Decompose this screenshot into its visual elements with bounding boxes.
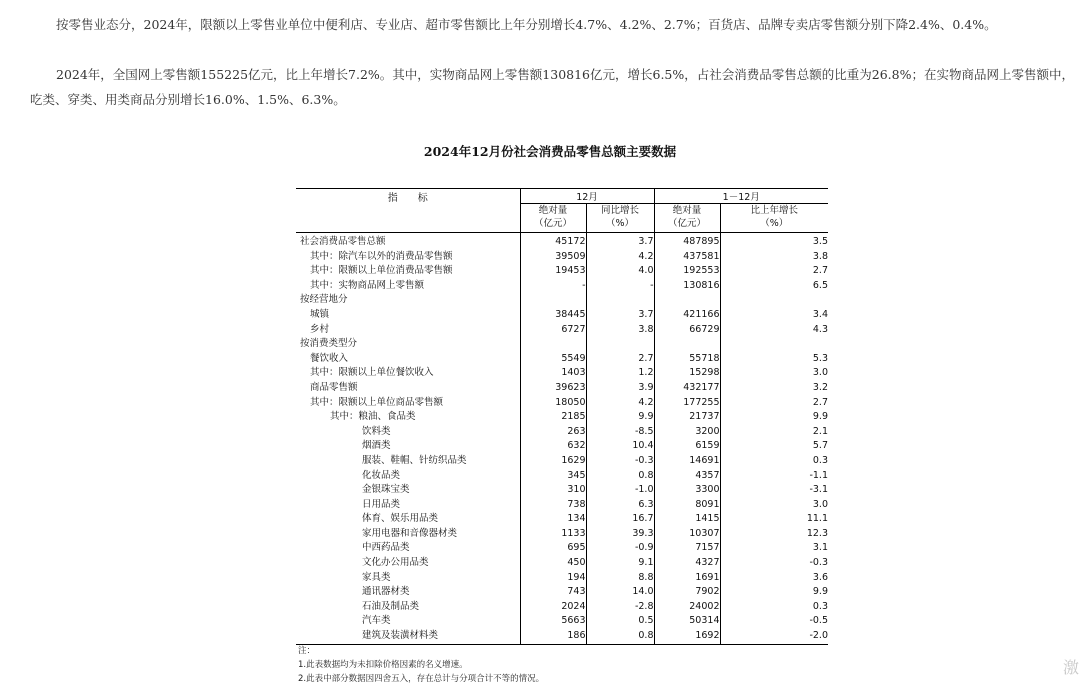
note-1: 1.此表数据均为未扣除价格因素的名义增速。 [298, 660, 468, 670]
row-growth: 3.1 [720, 541, 828, 556]
row-abs-dec: 194 [520, 571, 586, 586]
row-abs-year: 421166 [654, 308, 720, 323]
table-row [296, 264, 828, 279]
row-indicator: 中西药品类 [362, 542, 410, 554]
header-abs-year [654, 204, 720, 233]
table-row [296, 323, 828, 338]
header-growth-label: 比上年增长 [750, 205, 798, 216]
row-abs-year: 55718 [654, 352, 720, 367]
row-growth: 2.7 [720, 396, 828, 411]
row-growth: 0.3 [720, 454, 828, 469]
row-abs-year: 66729 [654, 323, 720, 338]
row-abs-dec: 632 [520, 439, 586, 454]
row-yoy: 6.3 [586, 498, 654, 513]
table-row [296, 571, 828, 586]
row-yoy: 9.1 [586, 556, 654, 571]
table-row [296, 629, 828, 644]
row-abs-year: 8091 [654, 498, 720, 513]
header-abs-year-unit: （亿元） [667, 218, 706, 229]
row-growth: 2.7 [720, 264, 828, 279]
row-abs-year: 4357 [654, 469, 720, 484]
row-yoy: 4.2 [586, 396, 654, 411]
row-abs-year: 50314 [654, 614, 720, 629]
row-abs-year: 1691 [654, 571, 720, 586]
row-abs-year: 3200 [654, 425, 720, 440]
row-growth: 3.0 [720, 366, 828, 381]
row-yoy: 3.7 [586, 308, 654, 323]
row-abs-dec: - [520, 279, 586, 294]
row-yoy: 3.8 [586, 323, 654, 338]
header-growth [720, 204, 828, 233]
row-indicator: 石油及制品类 [362, 600, 420, 612]
row-abs-dec: 743 [520, 585, 586, 600]
row-yoy: 10.4 [586, 439, 654, 454]
row-indicator: 汽车类 [362, 615, 391, 627]
row-indicator: 餐饮收入 [310, 352, 349, 364]
row-abs-year: 24002 [654, 600, 720, 615]
header-yoy [586, 204, 654, 233]
row-growth [720, 337, 828, 352]
table-row [296, 366, 828, 381]
row-indicator: 化妆品类 [362, 469, 401, 481]
row-growth: 3.8 [720, 250, 828, 265]
row-indicator: 其中：限额以上单位消费品零售额 [310, 265, 453, 277]
row-yoy: -2.8 [586, 600, 654, 615]
row-abs-dec [520, 293, 586, 308]
row-growth: 0.3 [720, 600, 828, 615]
table-body [296, 233, 828, 645]
retail-data-table [296, 188, 828, 645]
row-abs-year: 4327 [654, 556, 720, 571]
row-growth: 5.3 [720, 352, 828, 367]
row-yoy: 0.5 [586, 614, 654, 629]
watermark: 激 [1062, 658, 1080, 677]
row-indicator: 通讯器材类 [362, 586, 410, 598]
row-abs-year: 3300 [654, 483, 720, 498]
row-abs-dec: 1133 [520, 527, 586, 542]
row-growth: 3.6 [720, 571, 828, 586]
row-growth: -1.1 [720, 469, 828, 484]
row-abs-year: 437581 [654, 250, 720, 265]
row-growth: -3.1 [720, 483, 828, 498]
row-indicator: 商品零售额 [310, 381, 358, 393]
row-abs-dec: 6727 [520, 323, 586, 338]
row-yoy: - [586, 279, 654, 294]
row-abs-dec: 5663 [520, 614, 586, 629]
row-abs-year: 177255 [654, 396, 720, 411]
table-row [296, 483, 828, 498]
row-yoy: 0.8 [586, 469, 654, 484]
header-abs-dec [520, 204, 586, 233]
row-indicator: 建筑及装潢材料类 [362, 630, 439, 642]
row-abs-year: 432177 [654, 381, 720, 396]
row-abs-dec: 310 [520, 483, 586, 498]
row-growth: 9.9 [720, 585, 828, 600]
header-jan-dec: 1－12月 [654, 189, 828, 204]
row-growth: -0.3 [720, 556, 828, 571]
row-abs-year: 10307 [654, 527, 720, 542]
row-abs-year [654, 293, 720, 308]
row-abs-year: 6159 [654, 439, 720, 454]
table-row [296, 469, 828, 484]
row-indicator: 其中：粮油、食品类 [330, 411, 416, 423]
table-row [296, 512, 828, 527]
row-abs-dec: 45172 [520, 233, 586, 250]
row-yoy [586, 293, 654, 308]
row-yoy: 14.0 [586, 585, 654, 600]
row-yoy: -0.9 [586, 541, 654, 556]
row-abs-dec: 2185 [520, 410, 586, 425]
row-growth: -0.5 [720, 614, 828, 629]
row-abs-dec [520, 337, 586, 352]
table-row [296, 600, 828, 615]
header-abs-dec-unit: （亿元） [533, 218, 572, 229]
row-abs-dec: 345 [520, 469, 586, 484]
row-growth: 9.9 [720, 410, 828, 425]
paragraph-online-retail: 2024年，全国网上零售额155225亿元，比上年增长7.2%。其中，实物商品网上零售额130816亿元，增长6.5%，占社会消费品零售总额的比重为26.8%；在实物商品网上零售额中，吃类、穿类、用类商品分别增长16.0%、1.5%、6.3%。 [30, 67, 1074, 107]
row-indicator: 家具类 [362, 571, 391, 583]
row-growth: 3.5 [720, 233, 828, 250]
table-row [296, 381, 828, 396]
row-abs-dec: 18050 [520, 396, 586, 411]
table-row [296, 308, 828, 323]
row-growth: 3.4 [720, 308, 828, 323]
row-abs-dec: 19453 [520, 264, 586, 279]
table-title: 2024年12月份社会消费品零售总额主要数据 [423, 144, 677, 159]
row-abs-dec: 450 [520, 556, 586, 571]
row-abs-year: 130816 [654, 279, 720, 294]
notes-heading: 注： [298, 646, 316, 656]
table-row [296, 410, 828, 425]
table-row [296, 352, 828, 367]
row-indicator: 其中：限额以上单位商品零售额 [310, 396, 444, 408]
row-indicator: 饮料类 [362, 425, 391, 437]
row-indicator: 其中：限额以上单位餐饮收入 [310, 367, 434, 379]
row-abs-dec: 5549 [520, 352, 586, 367]
row-abs-dec: 1629 [520, 454, 586, 469]
table-notes [298, 644, 544, 686]
row-yoy: 3.7 [586, 233, 654, 250]
row-growth: 3.2 [720, 381, 828, 396]
row-growth: 5.7 [720, 439, 828, 454]
row-indicator: 按经营地分 [300, 294, 348, 306]
table-row [296, 250, 828, 265]
table-row [296, 439, 828, 454]
row-indicator: 金银珠宝类 [362, 484, 410, 496]
row-abs-dec: 1403 [520, 366, 586, 381]
table-row [296, 556, 828, 571]
row-growth: -2.0 [720, 629, 828, 644]
row-abs-year: 21737 [654, 410, 720, 425]
row-abs-dec: 263 [520, 425, 586, 440]
table-row [296, 396, 828, 411]
row-growth [720, 293, 828, 308]
row-yoy: 2.7 [586, 352, 654, 367]
table-row [296, 527, 828, 542]
row-abs-dec: 738 [520, 498, 586, 513]
row-yoy: 1.2 [586, 366, 654, 381]
row-abs-year [654, 337, 720, 352]
table-row [296, 585, 828, 600]
header-december: 12月 [520, 189, 654, 204]
table-row [296, 454, 828, 469]
row-indicator: 城镇 [310, 308, 330, 320]
row-abs-dec: 39623 [520, 381, 586, 396]
header-yoy-label: 同比增长 [600, 205, 639, 216]
header-abs-year-label: 绝对量 [672, 205, 702, 216]
row-growth: 12.3 [720, 527, 828, 542]
row-yoy: -0.3 [586, 454, 654, 469]
row-abs-year: 15298 [654, 366, 720, 381]
table-row [296, 337, 828, 352]
row-yoy: 9.9 [586, 410, 654, 425]
table-row [296, 541, 828, 556]
row-yoy: 4.2 [586, 250, 654, 265]
row-abs-year: 1692 [654, 629, 720, 644]
row-indicator: 其中：除汽车以外的消费品零售额 [310, 250, 453, 262]
table-row [296, 279, 828, 294]
row-abs-dec: 134 [520, 512, 586, 527]
table-row [296, 233, 828, 250]
row-abs-dec: 186 [520, 629, 586, 644]
row-yoy: 0.8 [586, 629, 654, 644]
row-yoy [586, 337, 654, 352]
row-indicator: 乡村 [310, 323, 330, 335]
header-abs-dec-label: 绝对量 [538, 205, 568, 216]
row-indicator: 社会消费品零售总额 [300, 236, 386, 247]
row-abs-year: 192553 [654, 264, 720, 279]
table-row [296, 614, 828, 629]
row-indicator: 其中：实物商品网上零售额 [310, 279, 425, 291]
table-row [296, 498, 828, 513]
row-abs-year: 487895 [654, 233, 720, 250]
table-row [296, 293, 828, 308]
row-abs-year: 7157 [654, 541, 720, 556]
row-abs-dec: 695 [520, 541, 586, 556]
row-growth: 11.1 [720, 512, 828, 527]
row-growth: 3.0 [720, 498, 828, 513]
row-yoy: -1.0 [586, 483, 654, 498]
row-indicator: 烟酒类 [362, 440, 391, 452]
row-yoy: 16.7 [586, 512, 654, 527]
row-abs-year: 14691 [654, 454, 720, 469]
row-indicator: 按消费类型分 [300, 338, 358, 350]
row-indicator: 文化办公用品类 [362, 557, 429, 569]
note-2: 2.此表中部分数据因四舍五入，存在总计与分项合计不等的情况。 [298, 674, 545, 684]
row-abs-year: 7902 [654, 585, 720, 600]
row-indicator: 日用品类 [362, 498, 401, 510]
row-growth: 4.3 [720, 323, 828, 338]
row-indicator: 家用电器和音像器材类 [362, 527, 458, 539]
row-abs-dec: 2024 [520, 600, 586, 615]
row-yoy: 4.0 [586, 264, 654, 279]
row-abs-dec: 39509 [520, 250, 586, 265]
row-yoy: 8.8 [586, 571, 654, 586]
row-indicator: 体育、娱乐用品类 [362, 513, 439, 525]
row-abs-dec: 38445 [520, 308, 586, 323]
table-row [296, 425, 828, 440]
header-growth-unit: （%） [760, 218, 789, 229]
row-yoy: 39.3 [586, 527, 654, 542]
header-yoy-unit: （%） [605, 218, 635, 229]
header-indicator: 指 标 [387, 193, 428, 204]
row-indicator: 服装、鞋帽、针纺织品类 [362, 454, 467, 466]
row-yoy: 3.9 [586, 381, 654, 396]
row-growth: 2.1 [720, 425, 828, 440]
row-growth: 6.5 [720, 279, 828, 294]
row-abs-year: 1415 [654, 512, 720, 527]
row-yoy: -8.5 [586, 425, 654, 440]
paragraph-retail-formats: 按零售业态分，2024年，限额以上零售业单位中便利店、专业店、超市零售额比上年分别增长4.7%、4.2%、2.7%；百货店、品牌专卖店零售额分别下降2.4%、0.4%。 [56, 17, 997, 32]
